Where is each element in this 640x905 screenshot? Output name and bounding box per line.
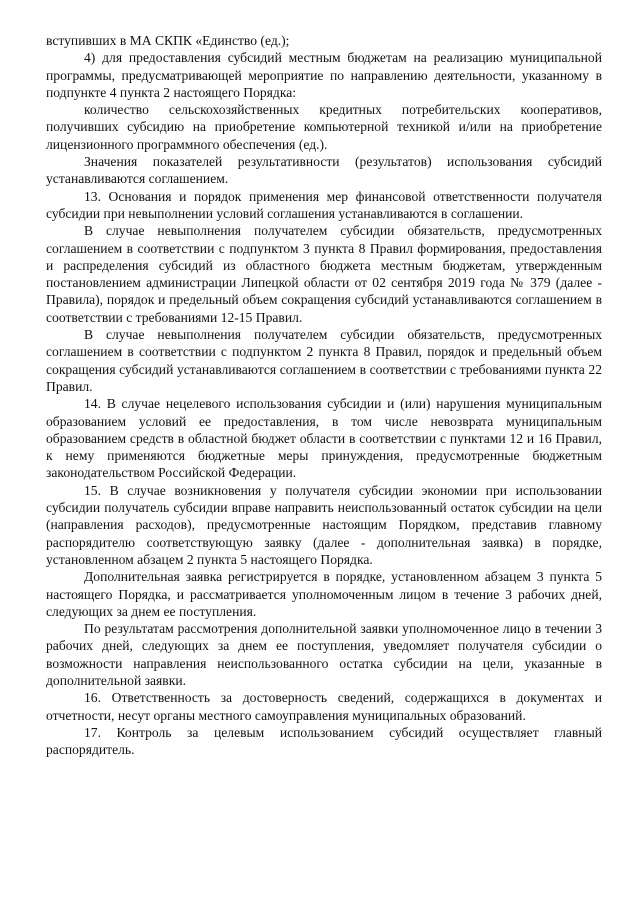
document-page (46, 32, 602, 758)
paragraph-section-13: 13. Основания и порядок применения мер финансовой ответственности получателя субсидии при невыполнении условий соглашения устанавливаются в соглашении. (46, 188, 602, 221)
paragraph-continuation: вступивших в МА СКПК «Единство (ед.); (46, 33, 290, 48)
paragraph-non-fulfillment-1: В случае невыполнения получателем субсидии обязательств, предусмотренных соглашением в соответствии с подпунктом 3 пункта 8 Правил формирования, предоставления и распределения субсидий из областного бюджета местным бюджетам, утвержденным постановлением администрации Липецкой области от 02 сентября 2019 года № 379 (далее - Правила), порядок и предельный объем сокращения субсидий устанавливаются соглашением в соответствии с требованиями 12-15 Правил. (46, 223, 602, 325)
paragraph-item-4: 4) для предоставления субсидий местным бюджетам на реализацию муниципальной программы, предусматривающей мероприятие по направлению деятельности, указанному в подпункте 4 пункта 2 настоящего Порядка: (46, 50, 602, 100)
paragraph-section-14: 14. В случае нецелевого использования субсидии и (или) нарушения муниципальным образованием условий ее предоставления, в том числе невозврата муниципальным образованием средств в областной бюджет области в соответствии с пунктами 12 и 16 Правил, к нему применяются бюджетные меры принуждения, предусмотренные бюджетным законодательством Российской Федерации. (46, 396, 602, 481)
paragraph-review-results: По результатам рассмотрения дополнительной заявки уполномоченное лицо в течении 3 рабочих дней, следующих за днем ее поступления, уведомляет получателя субсидии о возможности направления неиспользованного остатка субсидии на цели, указанные в дополнительной заявки. (46, 621, 602, 688)
paragraph-indicator-count: количество сельскохозяйственных кредитных потребительских кооперативов, получивших субсидию на приобретение компьютерной техникой и/или на приобретение лицензионного программного обеспечения (ед.). (46, 102, 602, 152)
paragraph-section-17: 17. Контроль за целевым использованием субсидий осуществляет главный распорядитель. (46, 724, 602, 758)
paragraph-section-16: 16. Ответственность за достоверность сведений, содержащихся в документах и отчетности, несут органы местного самоуправления муниципальных образований. (46, 690, 602, 723)
paragraph-non-fulfillment-2: В случае невыполнения получателем субсидии обязательств, предусмотренных соглашением в соответствии с подпунктом 2 пункта 8 Правил, порядок и предельный объем сокращения субсидий устанавливаются соглашением в соответствии с требованиями пункта 22 Правил. (46, 327, 602, 394)
paragraph-section-15: 15. В случае возникновения у получателя субсидии экономии при использовании субсидии получатель субсидии вправе направить неиспользованный остаток субсидии на цели (направления расходов), предусмотренные настоящим Порядком, представив главному распорядителю соответствующую заявку (далее - дополнительная заявка) в порядке, установленном абзацем 2 пункта 5 настоящего Порядка. (46, 482, 602, 567)
paragraph-indicator-values: Значения показателей результативности (результатов) использования субсидий устанавливаются соглашением. (46, 154, 602, 187)
paragraph-additional-request: Дополнительная заявка регистрируется в порядке, установленном абзацем 3 пункта 5 настоящего Порядка, и рассматривается уполномоченным лицом в течение 3 рабочих дней, следующих за днем ее поступления. (46, 569, 602, 619)
